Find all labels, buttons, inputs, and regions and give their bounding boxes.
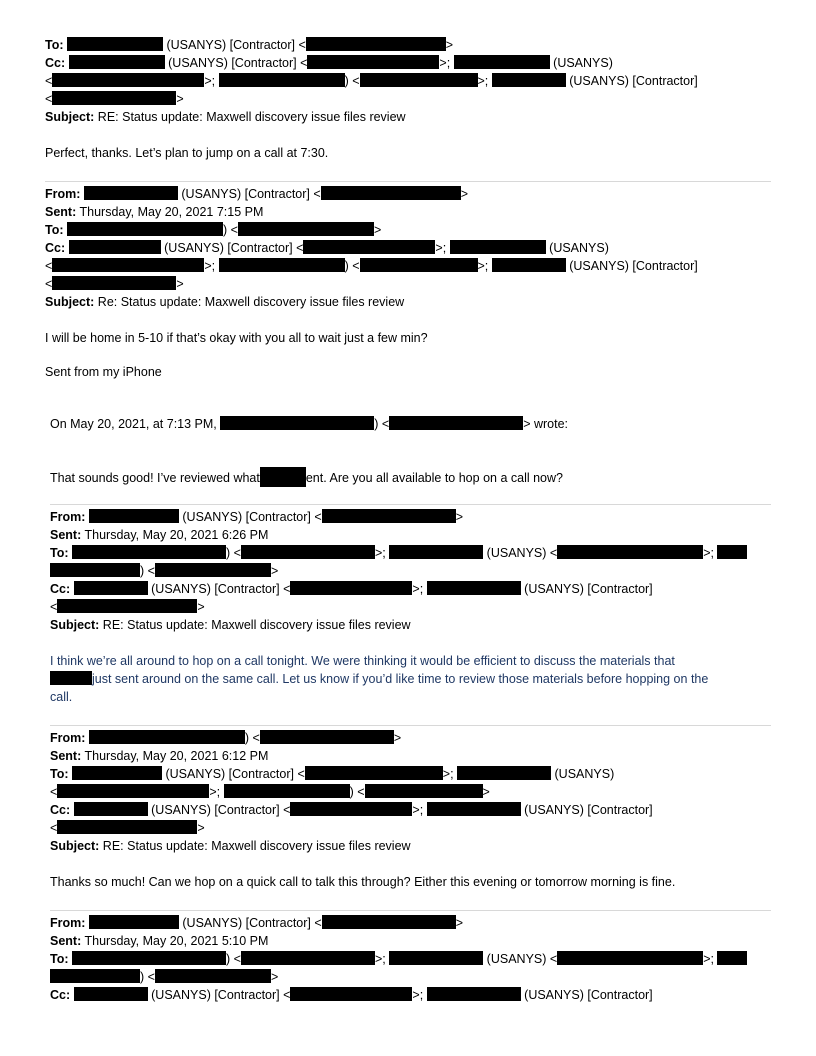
from-label: From: (50, 510, 86, 524)
redaction (72, 951, 226, 965)
cc-label: Cc: (50, 803, 71, 817)
redaction (67, 37, 163, 51)
recipient-tag: (USANYS) [Contractor] (151, 988, 280, 1002)
email5-from-line: From: (USANYS) [Contractor] < > (50, 916, 463, 930)
email2-sent-line (45, 203, 263, 221)
email3-cc-line: Cc: (USANYS) [Contractor] < >; (USANYS) [Contractor] (50, 582, 653, 596)
redaction (84, 186, 178, 200)
recipient-tag: (USANYS) (486, 546, 547, 560)
redaction (427, 987, 521, 1001)
redaction (365, 784, 483, 798)
divider (50, 725, 771, 726)
from-label: From: (50, 731, 86, 745)
redaction (389, 416, 523, 430)
cc-label: Cc: (50, 582, 71, 596)
redaction (360, 258, 478, 272)
email3-body-line1: I think we’re all around to hop on a call tonight. We were thinking it would be efficient to discuss the materials that (50, 654, 675, 668)
email2-from-line: From: (USANYS) [Contractor] < > (45, 187, 468, 201)
redaction (89, 509, 179, 523)
email3-cc-line2: < > (50, 600, 205, 614)
redaction (322, 509, 456, 523)
redaction (224, 784, 350, 798)
email2-subject-line (45, 293, 404, 311)
redaction (52, 276, 176, 290)
recipient-tag: (USANYS) [Contractor] (524, 582, 653, 596)
recipient-tag: (USANYS) [Contractor] (524, 803, 653, 817)
redaction (450, 240, 546, 254)
email1-body: Perfect, thanks. Let’s plan to jump on a call at 7:30. (45, 146, 329, 160)
redaction (89, 915, 179, 929)
recipient-tag: (USANYS) (554, 767, 615, 781)
recipient-tag: (USANYS) (553, 56, 613, 70)
cc-label: Cc: (45, 241, 66, 255)
redaction (50, 671, 92, 685)
quote-intro: On May 20, 2021, at 7:13 PM, ) < > wrote: (50, 417, 569, 431)
email4-from-line: From: ) < > (50, 731, 402, 745)
redaction (241, 545, 375, 559)
email5-sent: Thursday, May 20, 2021 5:10 PM (84, 934, 269, 948)
recipient-tag: (USANYS) [Contractor] (569, 259, 698, 273)
to-label: To: (45, 38, 64, 52)
redaction (303, 240, 435, 254)
redaction (57, 820, 197, 834)
redaction (219, 258, 345, 272)
to-label: To: (45, 223, 64, 237)
email3-sent: Thursday, May 20, 2021 6:26 PM (84, 528, 269, 542)
quote-body: That sounds good! I’ve reviewed what ent. Are you all available to hop on a call now? (50, 467, 563, 485)
email2-cc-line2: < >; ) < >; (USANYS) [Contractor] (45, 259, 698, 273)
email1-cc-line3: < > (45, 92, 184, 106)
recipient-tag: (USANYS) [Contractor] (182, 510, 311, 524)
email2-subject: Re: Status update: Maxwell discovery issue files review (97, 295, 405, 309)
redaction (717, 951, 747, 965)
recipient-tag: (USANYS) (549, 241, 609, 255)
redaction (290, 581, 412, 595)
redaction (74, 802, 148, 816)
from-label: From: (45, 187, 81, 201)
recipient-tag: (USANYS) [Contractor] (151, 803, 280, 817)
redaction (155, 563, 271, 577)
to-label: To: (50, 767, 69, 781)
to-label: To: (50, 952, 69, 966)
redaction (321, 186, 461, 200)
cc-label: Cc: (50, 988, 71, 1002)
redaction (67, 222, 223, 236)
recipient-tag: (USANYS) [Contractor] (524, 988, 653, 1002)
email5-sent-line (50, 932, 268, 950)
redaction (290, 802, 412, 816)
redaction (69, 55, 165, 69)
redaction (74, 581, 148, 595)
redaction (219, 73, 345, 87)
subject-label: Subject: (50, 618, 100, 632)
redaction (72, 545, 226, 559)
email3-body-line2: just sent around on the same call. Let us know if you’d like time to review those materials before hopping on the (50, 670, 708, 688)
email1-to-line: To: (USANYS) [Contractor] < > (45, 38, 454, 52)
email4-body: Thanks so much! Can we hop on a quick call to talk this through? Either this evening or tomorrow morning is fine. (50, 875, 676, 889)
redaction (492, 258, 566, 272)
redaction (57, 599, 197, 613)
redaction (427, 802, 521, 816)
redaction (155, 969, 271, 983)
email4-cc-line: Cc: (USANYS) [Contractor] < >; (USANYS) [Contractor] (50, 803, 653, 817)
email4-sent-line (50, 747, 268, 765)
redaction (52, 73, 204, 87)
email3-from-line: From: (USANYS) [Contractor] < > (50, 510, 463, 524)
email4-subject: RE: Status update: Maxwell discovery issue files review (102, 839, 411, 853)
cc-label: Cc: (45, 56, 66, 70)
subject-label: Subject: (45, 295, 95, 309)
email3-to-line: To: ) < >; (USANYS) < >; (50, 544, 747, 562)
redaction (389, 951, 483, 965)
redaction (89, 730, 245, 744)
recipient-tag: (USANYS) (486, 952, 547, 966)
email2-sent: Thursday, May 20, 2021 7:15 PM (79, 205, 264, 219)
divider (50, 504, 771, 505)
subject-label: Subject: (45, 110, 95, 124)
email4-cc-line2: < > (50, 821, 205, 835)
redaction (72, 766, 162, 780)
redaction (557, 951, 703, 965)
redaction (241, 951, 375, 965)
email2-signature: Sent from my iPhone (45, 365, 162, 379)
redaction (260, 467, 306, 487)
subject-label: Subject: (50, 839, 100, 853)
email2-to-line: To: ) < > (45, 223, 382, 237)
email1-subject: RE: Status update: Maxwell discovery issue files review (97, 110, 406, 124)
email5-cc-line: Cc: (USANYS) [Contractor] < >; (USANYS) [Contractor] (50, 988, 653, 1002)
email3-subject: RE: Status update: Maxwell discovery issue files review (102, 618, 411, 632)
email4-to-line: To: (USANYS) [Contractor] < >; (USANYS) (50, 767, 615, 781)
email5-to-line: To: ) < >; (USANYS) < >; (50, 950, 747, 968)
redaction (52, 258, 204, 272)
redaction (260, 730, 394, 744)
email2-body: I will be home in 5-10 if that’s okay with you all to wait just a few min? (45, 331, 428, 345)
email1-subject-line (45, 108, 406, 126)
email4-to-line2: < >; ) < > (50, 785, 490, 799)
redaction (306, 37, 446, 51)
to-label: To: (50, 546, 69, 560)
email5-to-line2: ) < > (50, 968, 278, 986)
recipient-tag: (USANYS) [Contractor] (168, 56, 297, 70)
redaction (457, 766, 551, 780)
redaction (238, 222, 374, 236)
redaction (69, 240, 161, 254)
sent-label: Sent: (50, 528, 82, 542)
redaction (389, 545, 483, 559)
redaction (50, 969, 140, 983)
redaction (557, 545, 703, 559)
email4-subject-line (50, 837, 411, 855)
redaction (454, 55, 550, 69)
redaction (322, 915, 456, 929)
email2-cc-line3: < > (45, 277, 184, 291)
recipient-tag: (USANYS) [Contractor] (166, 38, 295, 52)
redaction (492, 73, 566, 87)
redaction (57, 784, 209, 798)
from-label: From: (50, 916, 86, 930)
email3-subject-line (50, 616, 411, 634)
redaction (50, 563, 140, 577)
divider (50, 910, 771, 911)
redaction (220, 416, 374, 430)
email1-cc-line2: < >; ) < >; (USANYS) [Contractor] (45, 74, 698, 88)
sent-label: Sent: (50, 749, 82, 763)
redaction (305, 766, 443, 780)
email2-cc-line: Cc: (USANYS) [Contractor] < >; (USANYS) (45, 241, 609, 255)
divider (45, 181, 771, 182)
sent-label: Sent: (45, 205, 77, 219)
redaction (717, 545, 747, 559)
email3-body-line3: call. (50, 690, 73, 704)
redaction (360, 73, 478, 87)
email1-cc-line: Cc: (USANYS) [Contractor] < >; (USANYS) (45, 56, 613, 70)
recipient-tag: (USANYS) [Contractor] (182, 916, 311, 930)
redaction (74, 987, 148, 1001)
redaction (52, 91, 176, 105)
email3-sent-line (50, 526, 268, 544)
email3-to-line2: ) < > (50, 562, 278, 580)
recipient-tag: (USANYS) [Contractor] (569, 74, 698, 88)
sent-label: Sent: (50, 934, 82, 948)
redaction (307, 55, 439, 69)
recipient-tag: (USANYS) [Contractor] (181, 187, 310, 201)
redaction (290, 987, 412, 1001)
redaction (427, 581, 521, 595)
recipient-tag: (USANYS) [Contractor] (165, 767, 294, 781)
recipient-tag: (USANYS) [Contractor] (151, 582, 280, 596)
email4-sent: Thursday, May 20, 2021 6:12 PM (84, 749, 269, 763)
recipient-tag: (USANYS) [Contractor] (164, 241, 293, 255)
